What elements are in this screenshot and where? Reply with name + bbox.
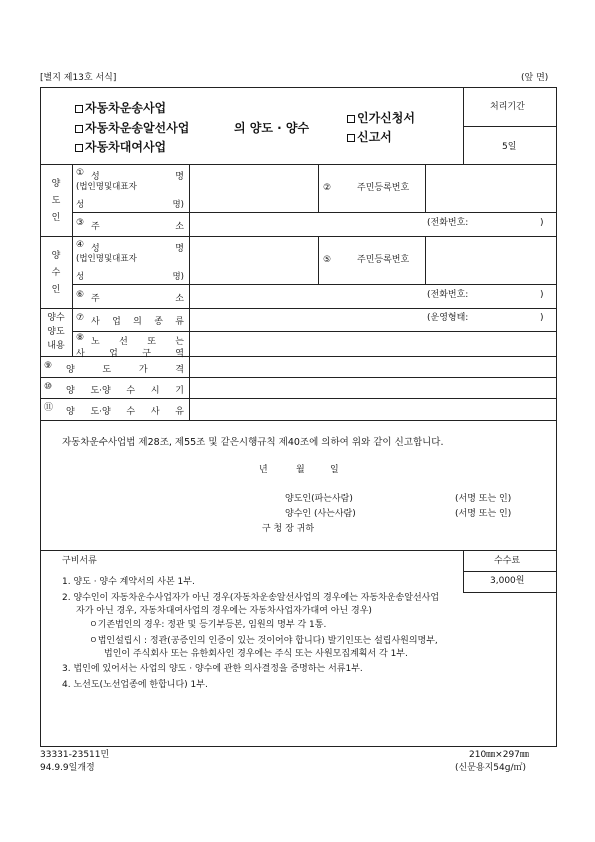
- page-side-label: (앞 면): [521, 73, 549, 83]
- field-number: ⑤: [323, 255, 332, 265]
- bracket-close: ): [540, 313, 544, 323]
- transferor-signature-label: 양도인(파는사람): [285, 494, 353, 504]
- form-number: [별지 제13호 서식]: [40, 73, 117, 83]
- transferee-name-sub2: 성 명): [76, 272, 184, 282]
- transferee-name-input[interactable]: [190, 237, 317, 283]
- field-number: ⑨: [44, 361, 53, 371]
- document-item: 자가 아닌 경우, 자동차대여사업의 경우에는 자동차사업자가대여 아닌 경우): [76, 606, 372, 616]
- transferee-name-sub: (법인명및대표자: [76, 254, 137, 264]
- fee-label: 수수료: [494, 556, 521, 566]
- document-item: 법인이 주식회사 또는 유한회사인 경우에는 주식 또는 사원모집계획서 각 1부.: [104, 649, 408, 659]
- field-number: ②: [323, 183, 332, 193]
- document-item: 3. 법인에 있어서는 사업의 양도 · 양수에 관한 의사결정을 증명하는 서류1부.: [62, 664, 363, 674]
- field-number: ⑦: [76, 313, 85, 323]
- transferor-name-input[interactable]: [190, 165, 317, 211]
- operation-type-label: (운영형태:: [427, 313, 469, 323]
- checkbox-icon[interactable]: [75, 105, 83, 113]
- transfer-price-label: 양 도 가 격: [66, 365, 184, 375]
- document-item: 1. 양도 · 양수 계약서의 사본 1부.: [62, 577, 195, 587]
- title-item-2: 자동차운송알선사업: [75, 122, 189, 134]
- checkbox-icon[interactable]: [347, 115, 355, 123]
- transferee-signature-label: 양수인 (사는사람): [285, 509, 356, 519]
- date-year-label: 년: [259, 465, 268, 475]
- title-report: 신고서: [347, 131, 392, 143]
- business-type-input[interactable]: [190, 309, 420, 330]
- date-month-label: 월: [296, 465, 305, 475]
- field-number: ④: [76, 240, 85, 250]
- transferor-name-label: 성 명: [91, 172, 184, 182]
- route-label-line1: 노 선 또 는: [91, 337, 184, 347]
- paper-type: (신문용지54g/㎡): [455, 763, 526, 773]
- document-item: 4. 노선도(노선업종에 한합니다) 1부.: [62, 680, 208, 690]
- transferor-name-sub: (법인명및대표자: [76, 182, 137, 192]
- document-item: 2. 양수인이 자동차운수사업자가 아닌 경우(자동차운송알선사업의 경우에는 자동차운송알선사업: [62, 593, 440, 603]
- field-number: ①: [76, 168, 85, 178]
- field-number: ⑩: [44, 382, 53, 392]
- checkbox-icon[interactable]: [75, 144, 83, 152]
- transfer-date-input[interactable]: [190, 378, 556, 397]
- transferor-phone-label: (전화번호:: [427, 218, 469, 228]
- transferee-address-input[interactable]: [190, 285, 420, 307]
- transferee-rrn-input[interactable]: [426, 237, 556, 283]
- transferee-label: 양 수 인: [51, 251, 61, 295]
- form-code: 33331-23511민: [40, 750, 110, 760]
- transferor-rrn-input[interactable]: [426, 165, 556, 211]
- transferee-rrn-label: 주민등록번호: [357, 255, 410, 265]
- transferee-sign-note: (서명 또는 인): [455, 509, 512, 519]
- transferor-address-input[interactable]: [190, 213, 420, 235]
- processing-value: 5일: [502, 142, 517, 152]
- title-item-3: 자동차대여사업: [75, 141, 166, 153]
- transferor-name-sub2: 성 명): [76, 200, 184, 210]
- declaration-text: 자동차운수사업법 제28조, 제55조 및 같은시행규칙 제40조에 의하여 위와 같이 신고합니다.: [62, 437, 444, 448]
- document-item: ㅇ법인설립시 : 정관(공증인의 인증이 있는 것이어야 합니다) 발기인또는 설립사원의명부,: [89, 636, 438, 646]
- field-number: ⑥: [76, 290, 85, 300]
- bracket-close: ): [540, 218, 544, 228]
- checkbox-icon[interactable]: [347, 134, 355, 142]
- transferor-sign-note: (서명 또는 인): [455, 494, 512, 504]
- paper-size: 210㎜×297㎜: [469, 750, 529, 760]
- addressee: 구 청 장 귀하: [262, 524, 315, 534]
- checkbox-icon[interactable]: [75, 125, 83, 133]
- revision-date: 94.9.9일개정: [40, 763, 95, 773]
- transferor-label: 양 도 인: [51, 179, 61, 223]
- field-number: ⑪: [44, 403, 54, 413]
- route-label-line2: 사 업 구 역: [76, 349, 184, 359]
- transferor-rrn-label: 주민등록번호: [357, 183, 410, 193]
- field-number: ③: [76, 218, 85, 228]
- route-input[interactable]: [190, 332, 556, 355]
- transfer-reason-label: 양 도·양 수 사 유: [66, 407, 184, 417]
- business-type-label: 사 업 의 종 류: [91, 317, 184, 327]
- title-item-1: 자동차운송사업: [75, 102, 166, 114]
- transferee-phone-label: (전화번호:: [427, 290, 469, 300]
- documents-label: 구비서류: [62, 556, 97, 566]
- field-number: ⑧: [76, 333, 85, 343]
- title-application: 인가신청서: [347, 112, 415, 124]
- processing-label: 처리기간: [490, 102, 525, 112]
- fee-value: 3,000원: [490, 576, 525, 586]
- title-middle: 의 양도 · 양수: [234, 121, 310, 135]
- transfer-date-label: 양 도·양 수 시 기: [66, 386, 184, 396]
- transferor-address-label: 주 소: [91, 222, 184, 232]
- transferee-address-label: 주 소: [91, 294, 184, 304]
- transferee-name-label: 성 명: [91, 244, 184, 254]
- content-label: 양수 양도 내용: [47, 313, 65, 351]
- bracket-close: ): [540, 290, 544, 300]
- document-item: ㅇ기존법인의 경우: 정관 및 등기부등본, 임원의 명부 각 1통.: [89, 620, 327, 630]
- transfer-price-input[interactable]: [190, 357, 556, 376]
- date-day-label: 일: [330, 465, 339, 475]
- transfer-reason-input[interactable]: [190, 399, 556, 419]
